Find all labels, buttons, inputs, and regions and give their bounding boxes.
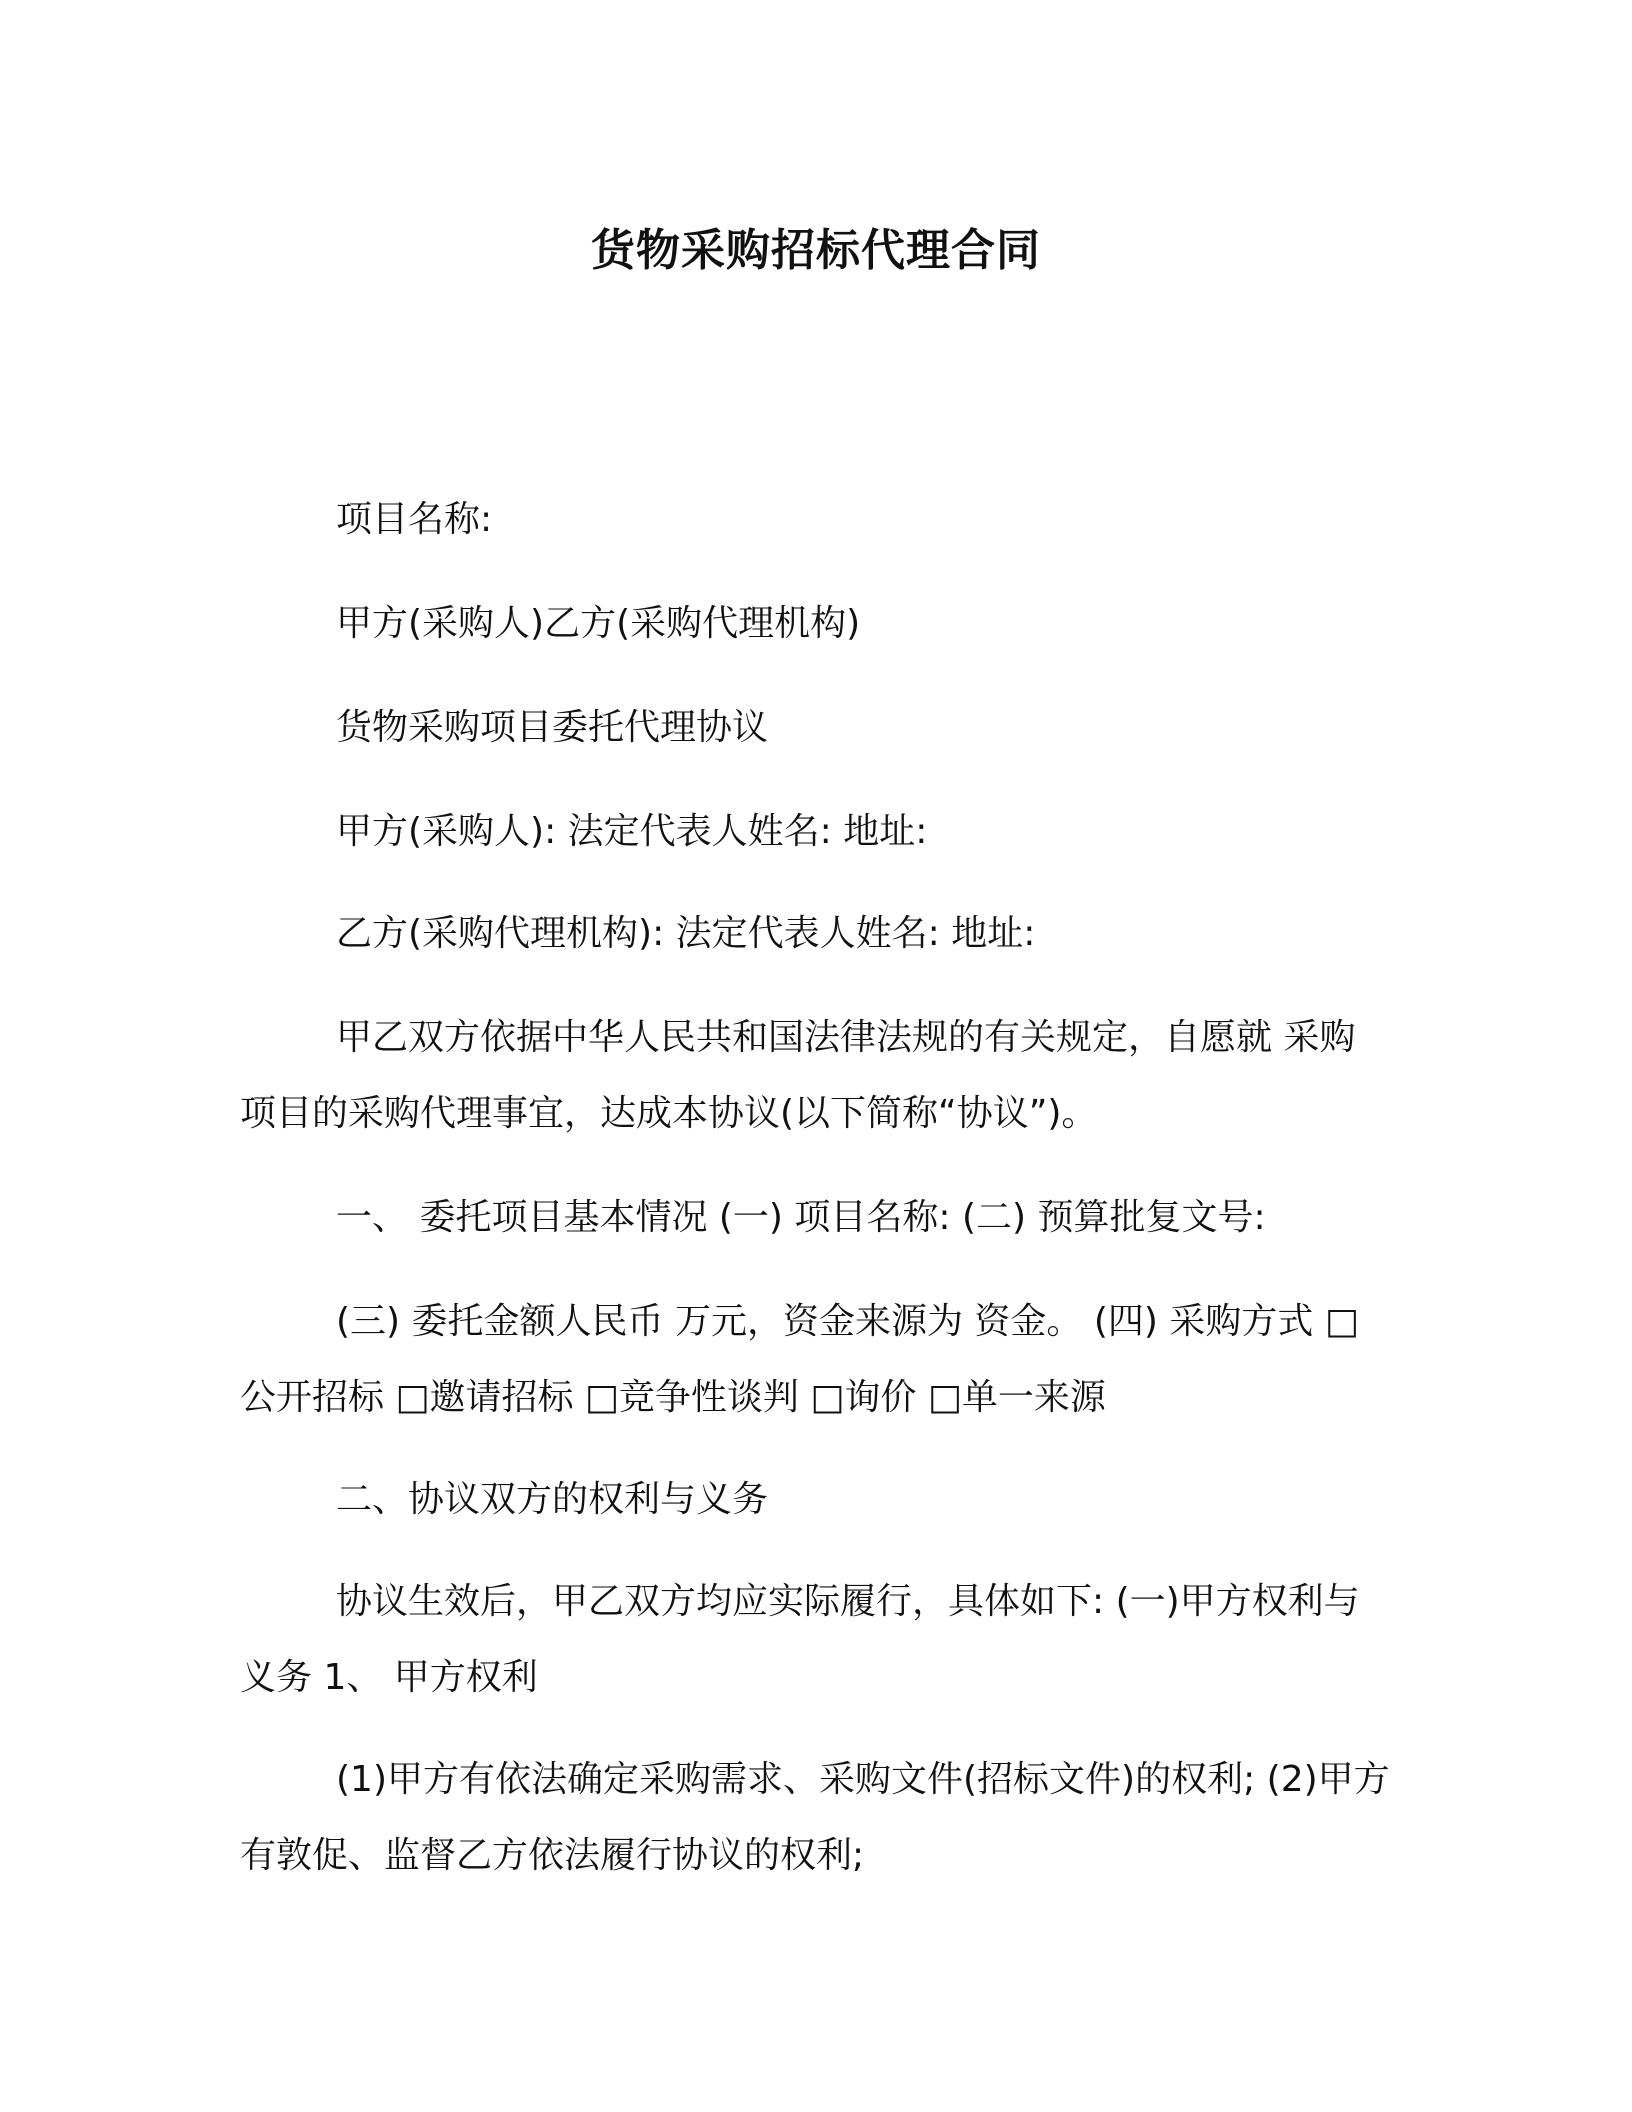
parties-line: 甲方(采购人)乙方(采购代理机构) xyxy=(336,603,861,644)
agreement-subtitle: 货物采购项目委托代理协议 xyxy=(336,707,769,748)
project-name-line: 项目名称: xyxy=(336,499,493,540)
document-title: 货物采购招标代理合同 xyxy=(591,225,1041,276)
party-a-info: 甲方(采购人): 法定代表人姓名: 地址: xyxy=(336,811,928,852)
party-a-rights-paragraph: (1)甲方有依法确定采购需求、采购文件(招标文件)的权利; (2)甲方有敦促、监督乙方依法履行协议的权利; xyxy=(240,1759,1390,1876)
party-b-info: 乙方(采购代理机构): 法定代表人姓名: 地址: xyxy=(336,913,1036,954)
section-1-heading: 一、 委托项目基本情况 (一) 项目名称: (二) 预算批复文号: xyxy=(336,1197,1266,1238)
preamble-paragraph: 甲乙双方依据中华人民共和国法律法规的有关规定，自愿就 采购项目的采购代理事宜，达成本协议(以下简称“协议”)。 xyxy=(240,1017,1356,1134)
amount-and-method-paragraph: (三) 委托金额人民币 万元，资金来源为 资金。 (四) 采购方式 □公开招标 □邀请招标 □竞争性谈判 □询价 □单一来源 xyxy=(240,1301,1359,1418)
section-2-heading: 二、协议双方的权利与义务 xyxy=(336,1479,769,1520)
obligations-intro-paragraph: 协议生效后，甲乙双方均应实际履行，具体如下: (一)甲方权利与义务 1、 甲方权利 xyxy=(240,1581,1360,1698)
